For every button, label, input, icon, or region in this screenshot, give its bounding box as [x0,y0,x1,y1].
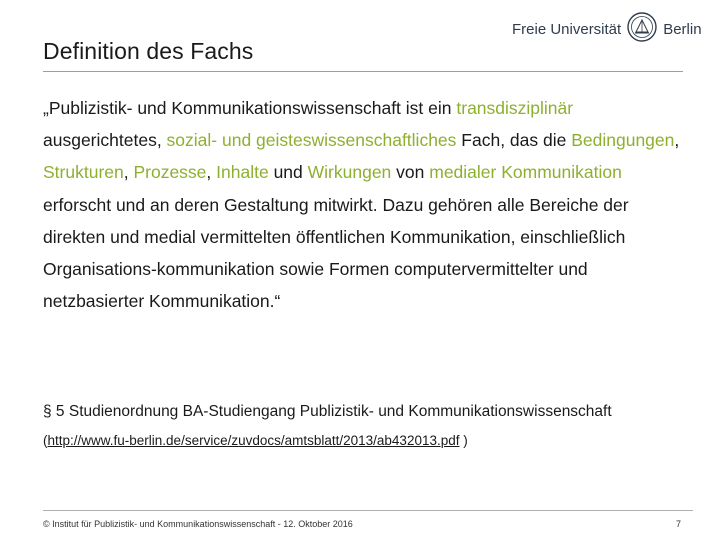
seal-icon [627,12,657,47]
title-divider [43,71,683,72]
quote-text: „Publizistik- und Kommunikationswissenschaft ist ein [43,98,457,118]
university-logo [512,8,708,50]
logo-right-text: Berlin [663,20,702,38]
quote-text: , [674,130,680,151]
quote-highlight: Bedingungen [571,130,675,151]
quote-highlight: sozial- und geisteswissenschaftliches [166,130,457,151]
logo-left-text: Freie Universität [512,20,622,38]
quote-text: ausgerichtetes, [43,130,167,151]
quote-text: , [206,162,217,183]
quote-highlight: Strukturen [43,162,124,183]
quote-text: von [391,162,430,183]
footer-text: © Institut für Publizistik- und Kommunikationswissenschaft - 12. Oktober 2016 [43,519,353,529]
quote-highlight: Prozesse [133,162,207,183]
quote-text: erforscht und an deren Gestaltung mitwirkt. Dazu gehören alle Bereiche der direkten und medial vermittelten öffentlichen Kommunikation, einschließlich Organisations-kommunikation sowie Formen computervermittelter und netzbasierter Kommunikation.“ [43,194,629,312]
page-number: 7 [676,519,682,529]
source-link-line [43,433,468,448]
slide-title: Definition des Fachs [43,38,254,64]
link-close-paren: ) [459,433,468,448]
quote-highlight: transdisziplinär [456,98,574,118]
quote-highlight: medialer Kommunikation [429,162,622,183]
quote-text: , [123,162,134,183]
quote-text: Fach, das die [456,130,572,151]
definition-quote [43,92,693,317]
quote-text: und [268,162,308,183]
quote-highlight: Wirkungen [307,162,392,183]
source-link[interactable]: http://www.fu-berlin.de/service/zuvdocs/amtsblatt/2013/ab432013.pdf [47,433,460,448]
quote-highlight: Inhalte [216,162,269,183]
link-open-paren: ( [43,433,48,448]
footer-divider [43,510,693,511]
source-citation: § 5 Studienordnung BA-Studiengang Publizistik- und Kommunikationswissenschaft [43,403,612,420]
